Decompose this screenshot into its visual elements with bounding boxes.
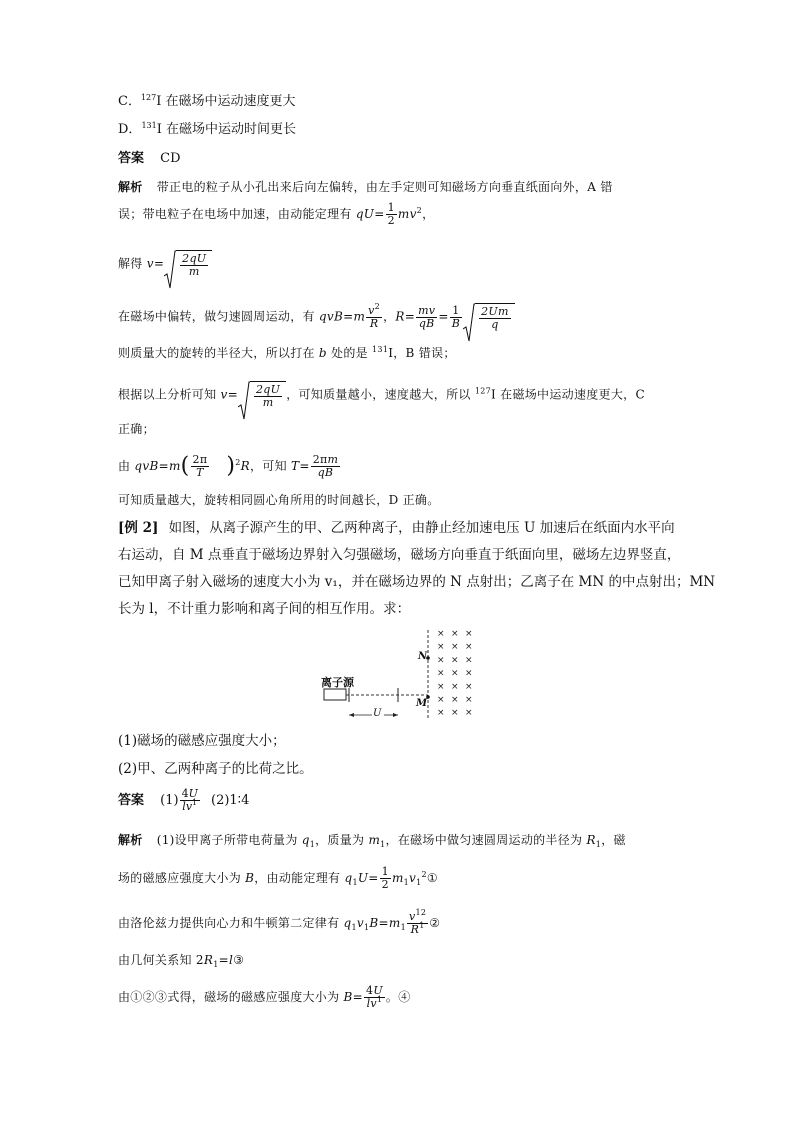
analysis-1-line-1: 解析 带正电的粒子从小孔出来后向左偏转，由左手定则可知磁场方向垂直纸面向外，A 错 — [118, 180, 613, 194]
option-d: D．$^{131}$I 在磁场中运动时间更长 — [118, 121, 296, 137]
magnetic-field-grid — [437, 629, 473, 718]
example-2-line-1: [例 2] 如图，从离子源产生的甲、乙两种离子，由静止经加速电压 U 加速后在纸面内水平向 — [118, 520, 675, 536]
analysis-label: 解析 — [118, 833, 143, 847]
field-cross: × — [465, 695, 473, 705]
question-2: (2)甲、乙两种离子的比荷之比。 — [118, 761, 313, 777]
example-2-line-2: 右运动，自 M 点垂直于磁场边界射入匀强磁场，磁场方向垂直于纸面向里，磁场左边界竖直， — [118, 547, 681, 563]
field-cross: × — [451, 642, 459, 653]
field-cross: × — [451, 655, 459, 666]
field-cross: × — [437, 655, 445, 666]
option-c: C．$^{127}$I 在磁场中运动速度更大 — [118, 93, 296, 109]
field-cross: × — [465, 708, 473, 719]
answer-label: 答案 — [118, 793, 145, 808]
field-cross: × — [451, 708, 459, 719]
analysis-1-line-6: 根据以上分析可知 v= $\frac{2qU}{m}$ ，可知质量越小，速度越大，所以 $^{127}$I 在磁场中运动速度更大，C — [118, 381, 645, 409]
analysis-1-line-4: 在磁场中偏转，做匀速圆周运动，有 qvB=m $\frac{v^2}{R}$ ，R= $\frac{mv}{qB}$ = $\frac{1}{B}$ $\frac{2Um}{q}$ — [118, 303, 515, 331]
analysis-1-line-3: 解得 v= $\frac{2qU}{m}$ — [118, 250, 212, 278]
answer-label: 答案 — [118, 151, 145, 166]
analysis-2-line-5: 由①②③式得，磁场的磁感应强度大小为 B= $\frac{4U}{lv^1}$ 。④ — [118, 984, 411, 1010]
question-1: (1)磁场的磁感应强度大小； — [118, 733, 286, 749]
field-cross: × — [451, 668, 459, 679]
field-cross: × — [437, 642, 445, 653]
example-2-line-3: 已知甲离子射入磁场的速度大小为 v₁，并在磁场边界的 N 点射出；乙离子在 MN 的中点射出；MN — [118, 574, 716, 590]
ion-source-box — [324, 689, 346, 700]
analysis-1-line-9: 可知质量越大，旋转相同圆心角所用的时间越长，D 正确。 — [118, 493, 440, 507]
example-2-line-4: 长为 l，不计重力影响和离子间的相互作用。求： — [118, 601, 411, 617]
field-cross: × — [437, 668, 445, 679]
voltage-label: U — [373, 708, 382, 719]
field-cross: × — [465, 629, 473, 639]
field-cross: × — [451, 695, 459, 705]
point-n-label: N — [418, 651, 428, 662]
field-cross: × — [437, 681, 445, 692]
analysis-2-line-2: 场的磁感应强度大小为 B，由动能定理有 $q_1U=$ $\frac{1}{2}$ $m_1v_1^2①$ — [118, 865, 438, 891]
analysis-1-line-5: 则质量大的旋转的半径大，所以打在 b 处的是 $^{131}$I，B 错误； — [118, 345, 456, 360]
field-cross: × — [465, 655, 473, 666]
field-cross: × — [465, 668, 473, 679]
example-tag: [例 2] — [118, 520, 159, 536]
answer-value: CD — [160, 151, 181, 166]
answer-2: 答案 (1) $\frac{4U}{lv^1}$ (2)1∶4 — [118, 787, 250, 813]
field-cross: × — [465, 642, 473, 653]
analysis-1-line-2: 误；带电粒子在电场中加速，由动能定理有 qU= $\frac{1}{2}$ $mv^2$， — [118, 201, 435, 227]
analysis-label: 解析 — [118, 180, 143, 194]
diagram-svg — [310, 626, 480, 720]
analysis-1-line-8: 由 qvB=m( $\frac{2\pi}{T}$ )$^2$R，可知 T= $\frac{2\pi m}{qB}$ — [118, 453, 339, 479]
answer-1 — [118, 150, 181, 168]
field-cross: × — [451, 629, 459, 639]
ion-source-label: 离子源 — [321, 676, 354, 689]
field-cross: × — [465, 681, 473, 692]
ion-source-diagram — [310, 626, 480, 720]
analysis-2-line-3: 由洛伦兹力提供向心力和牛顿第二定律有 $q_1v_1B=m_1$ $\frac{v^{12}}{R^1}$ ② — [118, 908, 441, 936]
field-cross: × — [437, 708, 445, 719]
analysis-2-line-1: 解析 (1)设甲离子所带电荷量为 $q_1$，质量为 $m_1$，在磁场中做匀速圆周运动的半径为 $R_1$，磁 — [118, 833, 626, 849]
field-cross: × — [437, 629, 445, 639]
field-cross: × — [437, 695, 445, 705]
field-cross: × — [451, 681, 459, 692]
analysis-2-line-4: 由几何关系知 $2R_1=l③$ — [118, 953, 245, 969]
analysis-1-line-7: 正确； — [118, 422, 155, 436]
point-m-label: M — [416, 698, 428, 709]
